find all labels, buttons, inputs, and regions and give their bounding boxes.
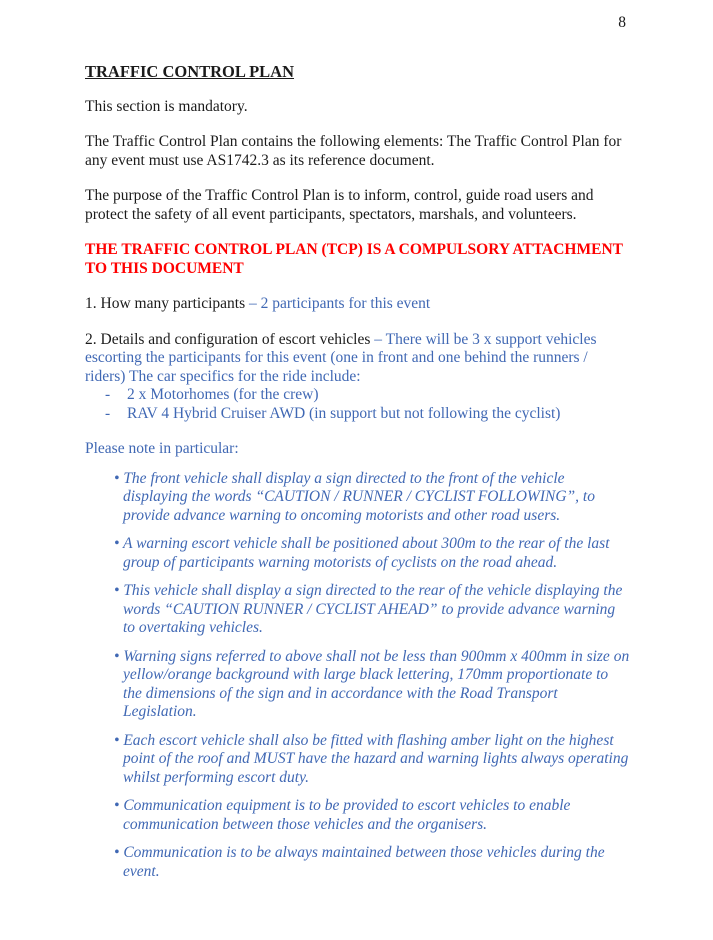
page-number: 8 xyxy=(618,14,626,31)
vehicle-item: - RAV 4 Hybrid Cruiser AWD (in support but not following the cyclist) xyxy=(105,405,630,424)
question-1-answer: – 2 participants for this event xyxy=(249,295,431,312)
note-item: • Each escort vehicle shall also be fitted with flashing amber light on the highest point of the roof and MUST have the hazard and warning lights always operating whilst performing escort duty. xyxy=(123,732,630,788)
section-title: TRAFFIC CONTROL PLAN xyxy=(85,61,295,81)
question-2 xyxy=(85,331,630,387)
paragraph-elements: The Traffic Control Plan contains the following elements: The Traffic Control Plan for any event must use AS1742.3 as its reference document. xyxy=(85,133,622,169)
note-item: • Warning signs referred to above shall not be less than 900mm x 400mm in size on yellow/orange background with large black lettering, 170mm proportionate to the dimensions of the sign and in accordance with the Road Transport Legislation. xyxy=(123,648,630,722)
compulsory-attachment-warning: THE TRAFFIC CONTROL PLAN (TCP) IS A COMPULSORY ATTACHMENT TO THIS DOCUMENT xyxy=(85,241,623,277)
note-item: • Communication is to be always maintained between those vehicles during the event. xyxy=(123,844,630,881)
question-1-label: 1. How many participants xyxy=(85,295,246,312)
note-item: • Communication equipment is to be provided to escort vehicles to enable communication between those vehicles and the organisers. xyxy=(123,797,630,834)
vehicle-list xyxy=(85,386,630,423)
question-2-answer: – There will be 3 x support vehicles escorting the participants for this event (one in front and one behind the runners / riders) The car specifics for the ride include: xyxy=(85,330,597,385)
note-intro: Please note in particular: xyxy=(85,440,239,457)
paragraph-purpose: The purpose of the Traffic Control Plan is to inform, control, guide road users and protect the safety of all event participants, spectators, marshals, and volunteers. xyxy=(85,187,594,223)
note-item: • This vehicle shall display a sign directed to the rear of the vehicle displaying the words “CAUTION RUNNER / CYCLIST AHEAD” to provide advance warning to overtaking vehicles. xyxy=(123,582,630,638)
question-1 xyxy=(85,295,630,314)
question-2-label: 2. Details and configuration of escort vehicles xyxy=(85,330,371,348)
vehicle-item: - 2 x Motorhomes (for the crew) xyxy=(105,386,630,405)
note-item: • A warning escort vehicle shall be positioned about 300m to the rear of the last group of participants warning motorists of cyclists on the road ahead. xyxy=(123,535,630,572)
note-item: • The front vehicle shall display a sign directed to the front of the vehicle displaying the words “CAUTION / RUNNER / CYCLIST FOLLOWING”, to provide advance warning to oncoming motorists and other road users. xyxy=(123,470,630,526)
paragraph-mandatory: This section is mandatory. xyxy=(85,97,248,115)
notes-list xyxy=(85,470,630,882)
